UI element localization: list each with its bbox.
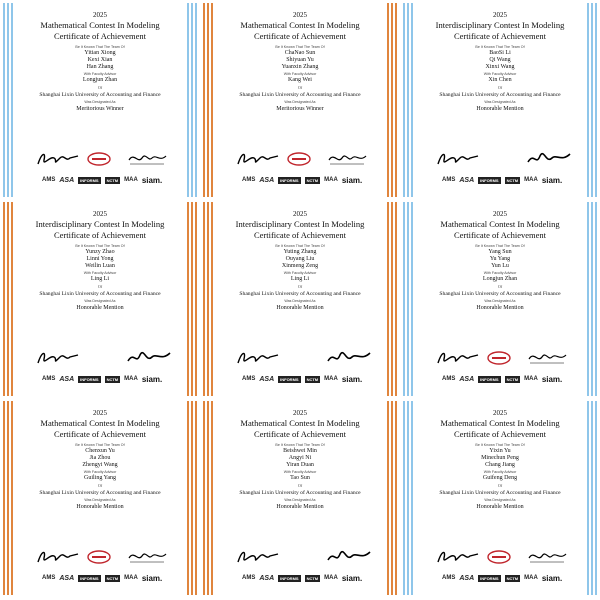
contest-title: Mathematical Contest In Modeling bbox=[240, 418, 360, 428]
ams-logo: AMS bbox=[242, 376, 256, 382]
advisor-label: With Faculty Advisor bbox=[283, 470, 317, 474]
sponsor-logos bbox=[442, 573, 578, 583]
advisor-label: With Faculty Advisor bbox=[483, 72, 517, 76]
left-stripe bbox=[2, 3, 14, 197]
member-name: Yun Lu bbox=[491, 263, 509, 269]
certificate-card bbox=[402, 401, 598, 595]
nctm-logo: NCTM bbox=[106, 575, 119, 581]
maa-logo: MAA bbox=[124, 177, 138, 183]
signature-left-icon bbox=[36, 349, 80, 367]
nctm-logo: NCTM bbox=[106, 177, 119, 183]
maa-logo: MAA bbox=[324, 177, 338, 183]
right-stripe bbox=[586, 202, 598, 396]
sponsor-logos bbox=[442, 374, 578, 384]
signature-right-icon bbox=[126, 548, 168, 566]
asa-logo: ASA bbox=[59, 375, 75, 383]
award: Honorable Mention bbox=[76, 504, 124, 510]
certificate-title: Certificate of Achievement bbox=[53, 31, 147, 41]
left-stripe bbox=[202, 401, 214, 595]
certificate-card bbox=[2, 202, 198, 396]
ams-logo: AMS bbox=[242, 177, 256, 183]
ams-logo: AMS bbox=[42, 376, 56, 382]
left-stripe bbox=[402, 3, 414, 197]
of-label: Of bbox=[297, 85, 303, 90]
advisor-name: Longjun Zhan bbox=[482, 276, 518, 282]
of-label: Of bbox=[497, 85, 503, 90]
contest-title: Mathematical Contest In Modeling bbox=[440, 418, 560, 428]
certificate-title: Certificate of Achievement bbox=[53, 230, 147, 240]
asa-logo: ASA bbox=[259, 375, 275, 383]
siam-logo: siam. bbox=[341, 573, 363, 583]
asa-logo: ASA bbox=[59, 574, 75, 582]
contest-title: Mathematical Contest In Modeling bbox=[40, 20, 160, 30]
sponsor-logos bbox=[42, 573, 178, 583]
year: 2025 bbox=[93, 409, 107, 417]
ams-logo: AMS bbox=[442, 376, 456, 382]
university: Shanghai Lixin University of Accounting and Finance bbox=[439, 92, 561, 98]
member-name: Jia Zhou bbox=[89, 455, 111, 461]
award: Honorable Mention bbox=[476, 504, 524, 510]
ams-logo: AMS bbox=[242, 575, 256, 581]
siam-logo: siam. bbox=[541, 573, 563, 583]
signature-right-icon bbox=[526, 349, 568, 367]
signature-right-icon bbox=[326, 548, 372, 566]
certificate-title: Certificate of Achievement bbox=[253, 429, 347, 439]
member-name: Xinmeng Zeng bbox=[281, 263, 319, 269]
nctm-logo: NCTM bbox=[506, 575, 519, 581]
year: 2025 bbox=[293, 409, 307, 417]
asa-logo: ASA bbox=[459, 375, 475, 383]
right-stripe bbox=[386, 202, 398, 396]
member-name: Yiran Duan bbox=[286, 462, 314, 468]
contest-title: Mathematical Contest In Modeling bbox=[440, 219, 560, 229]
left-stripe bbox=[2, 401, 14, 595]
honor-line: Be It Known That The Team Of bbox=[475, 443, 525, 447]
designated-label: Was Designated As bbox=[484, 100, 516, 104]
certificate-title: Certificate of Achievement bbox=[53, 429, 147, 439]
of-label: Of bbox=[97, 483, 103, 488]
siam-logo: siam. bbox=[541, 374, 563, 384]
university: Shanghai Lixin University of Accounting and Finance bbox=[439, 291, 561, 297]
maa-logo: MAA bbox=[524, 177, 538, 183]
contest-title: Interdisciplinary Contest In Modeling bbox=[35, 219, 165, 229]
maa-logo: MAA bbox=[324, 376, 338, 382]
certificate-title: Certificate of Achievement bbox=[253, 230, 347, 240]
siam-logo: siam. bbox=[141, 374, 163, 384]
signature-left-icon bbox=[36, 548, 80, 566]
university: Shanghai Lixin University of Accounting and Finance bbox=[439, 490, 561, 496]
certificate-card bbox=[202, 401, 398, 595]
ams-logo: AMS bbox=[442, 575, 456, 581]
right-stripe bbox=[386, 401, 398, 595]
signature-left-icon bbox=[236, 150, 280, 168]
sponsor-logos bbox=[242, 374, 378, 384]
informs-logo: INFORMS bbox=[480, 376, 499, 382]
nctm-logo: NCTM bbox=[506, 376, 519, 382]
designated-label: Was Designated As bbox=[84, 100, 116, 104]
informs-logo: INFORMS bbox=[480, 575, 499, 581]
year: 2025 bbox=[93, 210, 107, 218]
certificate-title: Certificate of Achievement bbox=[453, 230, 547, 240]
siam-logo: siam. bbox=[141, 573, 163, 583]
member-name: Qi Wang bbox=[489, 57, 511, 63]
sponsor-logos bbox=[42, 175, 178, 185]
asa-logo: ASA bbox=[259, 574, 275, 582]
member-name: Beishwei Min bbox=[283, 448, 317, 454]
advisor-name: Tao Sun bbox=[290, 475, 310, 481]
honor-line: Be It Known That The Team Of bbox=[75, 45, 125, 49]
ams-logo: AMS bbox=[42, 575, 56, 581]
signature-right-icon bbox=[126, 349, 172, 367]
member-name: Kexi Xian bbox=[87, 57, 113, 63]
advisor-name: Guiling Yang bbox=[83, 475, 116, 481]
designated-label: Was Designated As bbox=[84, 498, 116, 502]
designated-label: Was Designated As bbox=[484, 498, 516, 502]
siam-logo: siam. bbox=[141, 175, 163, 185]
member-name: Minechun Peng bbox=[481, 455, 519, 461]
honor-line: Be It Known That The Team Of bbox=[275, 443, 325, 447]
of-label: Of bbox=[497, 284, 503, 289]
maa-logo: MAA bbox=[124, 376, 138, 382]
signature-right-icon bbox=[326, 349, 372, 367]
signature-left-icon bbox=[436, 548, 480, 566]
member-name: Yuanxin Zhang bbox=[281, 64, 319, 70]
member-name: Angyi Ni bbox=[288, 455, 312, 461]
advisor-label: With Faculty Advisor bbox=[83, 271, 117, 275]
certificate-title: Certificate of Achievement bbox=[253, 31, 347, 41]
maa-logo: MAA bbox=[324, 575, 338, 581]
member-name: Yang Sun bbox=[488, 249, 512, 255]
year: 2025 bbox=[493, 409, 507, 417]
advisor-name: Ling Li bbox=[90, 276, 110, 282]
ams-logo: AMS bbox=[42, 177, 56, 183]
certificate-card bbox=[402, 3, 598, 197]
of-label: Of bbox=[497, 483, 503, 488]
signature-left-icon bbox=[36, 150, 80, 168]
year: 2025 bbox=[493, 210, 507, 218]
contest-title: Mathematical Contest In Modeling bbox=[40, 418, 160, 428]
left-stripe bbox=[402, 202, 414, 396]
certificate-card bbox=[2, 3, 198, 197]
informs-logo: INFORMS bbox=[80, 177, 99, 183]
member-name: BaoSi Li bbox=[489, 50, 511, 56]
signature-right-icon bbox=[526, 548, 568, 566]
right-stripe bbox=[186, 202, 198, 396]
informs-logo: INFORMS bbox=[80, 575, 99, 581]
right-stripe bbox=[186, 3, 198, 197]
right-stripe bbox=[586, 3, 598, 197]
certificate-card bbox=[2, 401, 198, 595]
member-name: Shiyuan Yu bbox=[286, 57, 314, 63]
informs-logo: INFORMS bbox=[280, 575, 299, 581]
signature-right-icon bbox=[526, 150, 572, 168]
maa-logo: MAA bbox=[524, 376, 538, 382]
informs-logo: INFORMS bbox=[280, 376, 299, 382]
award: Honorable Mention bbox=[276, 504, 324, 510]
advisor-label: With Faculty Advisor bbox=[283, 271, 317, 275]
advisor-name: Ling Li bbox=[290, 276, 310, 282]
maa-logo: MAA bbox=[524, 575, 538, 581]
right-stripe bbox=[186, 401, 198, 595]
certificate-title: Certificate of Achievement bbox=[453, 429, 547, 439]
award: Honorable Mention bbox=[276, 305, 324, 311]
member-name: Yitian Xiong bbox=[84, 50, 116, 56]
university: Shanghai Lixin University of Accounting and Finance bbox=[39, 92, 161, 98]
advisor-name: Guifeng Deng bbox=[482, 475, 518, 481]
left-stripe bbox=[402, 401, 414, 595]
signature-right-icon bbox=[126, 150, 168, 168]
comap-logo-icon bbox=[86, 548, 112, 566]
sponsor-logos bbox=[42, 374, 178, 384]
certificate-card bbox=[202, 3, 398, 197]
siam-logo: siam. bbox=[541, 175, 563, 185]
honor-line: Be It Known That The Team Of bbox=[275, 244, 325, 248]
informs-logo: INFORMS bbox=[480, 177, 499, 183]
comap-logo-icon bbox=[486, 349, 512, 367]
comap-logo-icon bbox=[86, 150, 112, 168]
of-label: Of bbox=[97, 284, 103, 289]
asa-logo: ASA bbox=[259, 176, 275, 184]
certificate-card bbox=[402, 202, 598, 396]
member-name: Yunzy Zhao bbox=[85, 249, 115, 255]
university: Shanghai Lixin University of Accounting and Finance bbox=[39, 291, 161, 297]
member-name: Xinxi Wang bbox=[485, 64, 515, 70]
informs-logo: INFORMS bbox=[80, 376, 99, 382]
member-name: ChaNao Sun bbox=[284, 50, 316, 56]
year: 2025 bbox=[93, 11, 107, 19]
advisor-name: Kang Wei bbox=[288, 77, 312, 83]
sponsor-logos bbox=[242, 175, 378, 185]
left-stripe bbox=[202, 202, 214, 396]
advisor-label: With Faculty Advisor bbox=[483, 470, 517, 474]
designated-label: Was Designated As bbox=[484, 299, 516, 303]
award: Meritorious Winner bbox=[276, 106, 324, 112]
comap-logo-icon bbox=[486, 548, 512, 566]
nctm-logo: NCTM bbox=[106, 376, 119, 382]
of-label: Of bbox=[297, 483, 303, 488]
member-name: Zhengyi Wang bbox=[82, 462, 118, 468]
university: Shanghai Lixin University of Accounting and Finance bbox=[239, 92, 361, 98]
honor-line: Be It Known That The Team Of bbox=[275, 45, 325, 49]
member-name: Yuting Zhang bbox=[283, 249, 317, 255]
member-name: Yu Yang bbox=[489, 256, 511, 262]
designated-label: Was Designated As bbox=[284, 100, 316, 104]
advisor-name: Longjun Zhan bbox=[82, 77, 118, 83]
signature-left-icon bbox=[236, 548, 280, 566]
sponsor-logos bbox=[442, 175, 578, 185]
honor-line: Be It Known That The Team Of bbox=[75, 244, 125, 248]
advisor-label: With Faculty Advisor bbox=[283, 72, 317, 76]
signature-right-icon bbox=[326, 150, 368, 168]
designated-label: Was Designated As bbox=[284, 498, 316, 502]
left-stripe bbox=[202, 3, 214, 197]
advisor-label: With Faculty Advisor bbox=[83, 72, 117, 76]
award: Meritorious Winner bbox=[76, 106, 124, 112]
of-label: Of bbox=[297, 284, 303, 289]
contest-title: Interdisciplinary Contest In Modeling bbox=[235, 219, 365, 229]
contest-title: Interdisciplinary Contest In Modeling bbox=[435, 20, 565, 30]
member-name: Weilin Luan bbox=[85, 263, 115, 269]
left-stripe bbox=[2, 202, 14, 396]
advisor-label: With Faculty Advisor bbox=[83, 470, 117, 474]
nctm-logo: NCTM bbox=[506, 177, 519, 183]
member-name: Yixin Yu bbox=[489, 448, 511, 454]
signature-left-icon bbox=[436, 150, 480, 168]
of-label: Of bbox=[97, 85, 103, 90]
award: Honorable Mention bbox=[476, 305, 524, 311]
asa-logo: ASA bbox=[459, 574, 475, 582]
certificate-title: Certificate of Achievement bbox=[453, 31, 547, 41]
year: 2025 bbox=[293, 210, 307, 218]
award: Honorable Mention bbox=[76, 305, 124, 311]
university: Shanghai Lixin University of Accounting and Finance bbox=[239, 490, 361, 496]
member-name: Han Zhang bbox=[86, 64, 114, 70]
university: Shanghai Lixin University of Accounting and Finance bbox=[39, 490, 161, 496]
ams-logo: AMS bbox=[442, 177, 456, 183]
contest-title: Mathematical Contest In Modeling bbox=[240, 20, 360, 30]
year: 2025 bbox=[293, 11, 307, 19]
asa-logo: ASA bbox=[59, 176, 75, 184]
honor-line: Be It Known That The Team Of bbox=[475, 45, 525, 49]
member-name: Ouyang Liu bbox=[285, 256, 315, 262]
right-stripe bbox=[586, 401, 598, 595]
informs-logo: INFORMS bbox=[280, 177, 299, 183]
member-name: Chenxun Yu bbox=[85, 448, 115, 454]
nctm-logo: NCTM bbox=[306, 177, 319, 183]
designated-label: Was Designated As bbox=[84, 299, 116, 303]
university: Shanghai Lixin University of Accounting and Finance bbox=[239, 291, 361, 297]
asa-logo: ASA bbox=[459, 176, 475, 184]
advisor-label: With Faculty Advisor bbox=[483, 271, 517, 275]
signature-left-icon bbox=[236, 349, 280, 367]
right-stripe bbox=[386, 3, 398, 197]
maa-logo: MAA bbox=[124, 575, 138, 581]
signature-left-icon bbox=[436, 349, 480, 367]
certificate-card bbox=[202, 202, 398, 396]
honor-line: Be It Known That The Team Of bbox=[75, 443, 125, 447]
year: 2025 bbox=[493, 11, 507, 19]
advisor-name: Xin Chen bbox=[488, 77, 512, 83]
member-name: Linni Yong bbox=[86, 256, 114, 262]
nctm-logo: NCTM bbox=[306, 575, 319, 581]
comap-logo-icon bbox=[286, 150, 312, 168]
member-name: Chang Jiang bbox=[485, 462, 515, 468]
siam-logo: siam. bbox=[341, 374, 363, 384]
nctm-logo: NCTM bbox=[306, 376, 319, 382]
siam-logo: siam. bbox=[341, 175, 363, 185]
award: Honorable Mention bbox=[476, 106, 524, 112]
designated-label: Was Designated As bbox=[284, 299, 316, 303]
honor-line: Be It Known That The Team Of bbox=[475, 244, 525, 248]
sponsor-logos bbox=[242, 573, 378, 583]
